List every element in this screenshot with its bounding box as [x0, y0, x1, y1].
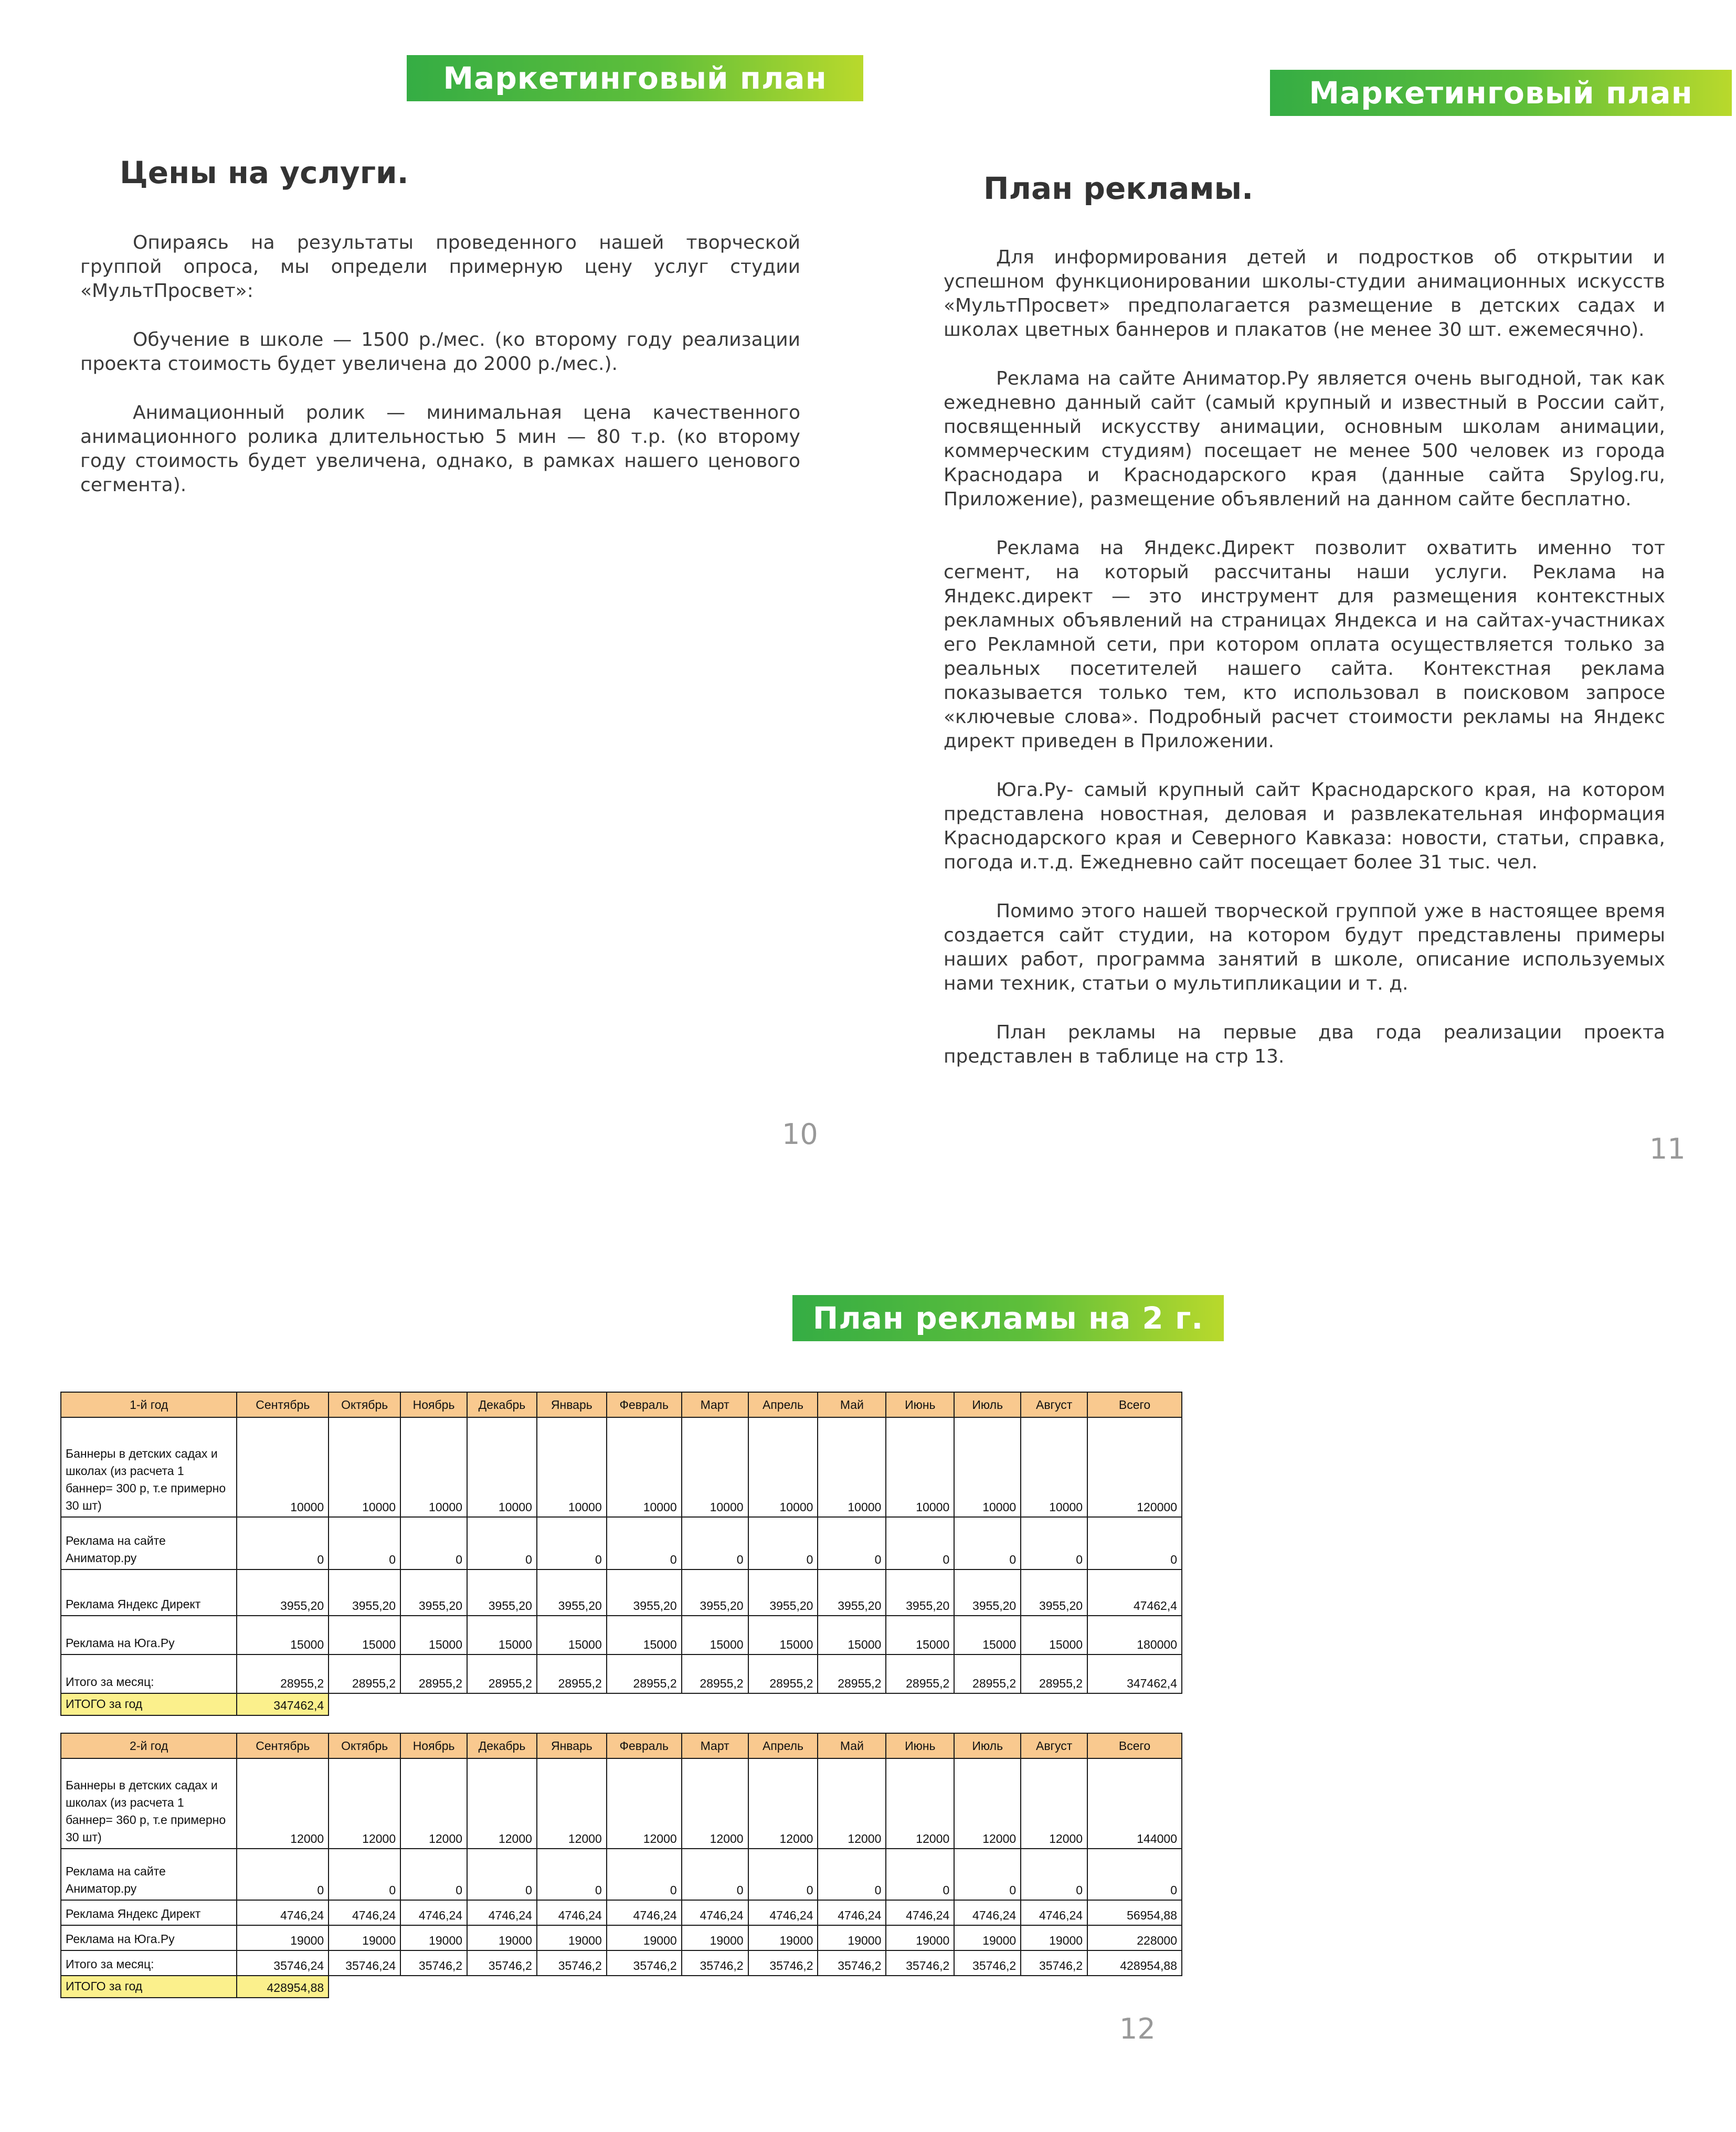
value-cell: 3955,20: [682, 1569, 748, 1616]
value-cell: 3955,20: [1021, 1569, 1087, 1616]
value-cell: 0: [954, 1517, 1021, 1569]
value-cell: 0: [954, 1849, 1021, 1900]
value-cell: 0: [537, 1517, 607, 1569]
header-cell: Декабрь: [467, 1733, 537, 1758]
value-cell: 0: [467, 1517, 537, 1569]
value-cell: 35746,2: [400, 1950, 467, 1976]
header-cell: Июнь: [886, 1392, 954, 1417]
value-cell: 0: [682, 1849, 748, 1900]
total-value: 347462,4: [237, 1693, 329, 1715]
value-cell: 35746,2: [818, 1950, 886, 1976]
value-cell: 15000: [329, 1616, 400, 1654]
value-cell: 28955,2: [748, 1654, 818, 1693]
value-cell: 28955,2: [537, 1654, 607, 1693]
value-cell: 35746,24: [237, 1950, 329, 1976]
value-cell: 0: [886, 1517, 954, 1569]
value-cell: 28955,2: [329, 1654, 400, 1693]
row-label: Реклама на сайте Аниматор.ру: [61, 1517, 237, 1569]
row-label: Реклама на Юга.Ру: [61, 1925, 237, 1950]
value-cell: 15000: [748, 1616, 818, 1654]
page11-paragraph: План рекламы на первые два года реализации проекта представлен в таблице на стр 13.: [944, 1022, 1665, 1067]
value-cell: 35746,2: [886, 1950, 954, 1976]
value-cell: 15000: [1021, 1616, 1087, 1654]
value-cell: 10000: [682, 1417, 748, 1517]
value-cell: 4746,24: [886, 1900, 954, 1925]
header-cell: Июль: [954, 1392, 1021, 1417]
table-row: [61, 1925, 1182, 1950]
value-cell: 28955,2: [400, 1654, 467, 1693]
value-cell: 10000: [607, 1417, 682, 1517]
row-label: Реклама на сайте Аниматор.ру: [61, 1849, 237, 1900]
value-cell: 4746,24: [682, 1900, 748, 1925]
table-header-row: [61, 1392, 1182, 1417]
header-cell: Сентябрь: [237, 1392, 329, 1417]
value-cell: 35746,2: [954, 1950, 1021, 1976]
value-cell: 19000: [237, 1925, 329, 1950]
value-cell: 35746,2: [682, 1950, 748, 1976]
value-cell: 28955,2: [682, 1654, 748, 1693]
value-cell: 12000: [467, 1758, 537, 1849]
ad-plan-year2-table: [60, 1733, 1182, 1998]
row-label: Реклама Яндекс Директ: [61, 1900, 237, 1925]
value-cell: 0: [1021, 1517, 1087, 1569]
header-cell: Апрель: [748, 1392, 818, 1417]
value-cell: 15000: [237, 1616, 329, 1654]
value-cell: 35746,2: [1021, 1950, 1087, 1976]
header-cell: Декабрь: [467, 1392, 537, 1417]
total-row: [61, 1693, 1182, 1715]
value-cell: 10000: [329, 1417, 400, 1517]
value-cell: 3955,20: [537, 1569, 607, 1616]
page11-paragraph: Реклама на сайте Аниматор.Ру является очень выгодной, так как ежедневно данный сайт (самый крупный и известный в России сайт, посвященный искусству анимации, основным школам анимации, коммерческим студиям) посещает не менее 500 человек из города Краснодара и Краснодарского края (данные сайта Spylog.ru, Приложение), размещение объявлений на данном сайте бесплатно.: [944, 368, 1665, 510]
value-cell: 56954,88: [1087, 1900, 1182, 1925]
value-cell: 10000: [954, 1417, 1021, 1517]
value-cell: 10000: [818, 1417, 886, 1517]
value-cell: 19000: [682, 1925, 748, 1950]
value-cell: 15000: [818, 1616, 886, 1654]
value-cell: 15000: [954, 1616, 1021, 1654]
row-label: Итого за месяц:: [61, 1950, 237, 1976]
value-cell: 35746,24: [329, 1950, 400, 1976]
value-cell: 3955,20: [400, 1569, 467, 1616]
value-cell: 0: [537, 1849, 607, 1900]
value-cell: 12000: [748, 1758, 818, 1849]
header-cell: Ноябрь: [400, 1733, 467, 1758]
value-cell: 0: [329, 1849, 400, 1900]
table-row: [61, 1569, 1182, 1616]
value-cell: 4746,24: [400, 1900, 467, 1925]
total-row: [61, 1976, 1182, 1998]
value-cell: 12000: [1021, 1758, 1087, 1849]
table-row: [61, 1417, 1182, 1517]
value-cell: 19000: [1021, 1925, 1087, 1950]
value-cell: 28955,2: [1021, 1654, 1087, 1693]
value-cell: 19000: [537, 1925, 607, 1950]
table-row: [61, 1616, 1182, 1654]
header-cell: Март: [682, 1733, 748, 1758]
value-cell: 4746,24: [237, 1900, 329, 1925]
value-cell: 12000: [607, 1758, 682, 1849]
value-cell: 15000: [886, 1616, 954, 1654]
value-cell: 0: [467, 1849, 537, 1900]
header-cell: Всего: [1087, 1733, 1182, 1758]
value-cell: 10000: [237, 1417, 329, 1517]
value-cell: 19000: [400, 1925, 467, 1950]
header-cell: Февраль: [607, 1733, 682, 1758]
value-cell: 4746,24: [537, 1900, 607, 1925]
value-cell: 0: [1021, 1849, 1087, 1900]
header-cell: Апрель: [748, 1733, 818, 1758]
value-cell: 180000: [1087, 1616, 1182, 1654]
value-cell: 228000: [1087, 1925, 1182, 1950]
value-cell: 19000: [954, 1925, 1021, 1950]
header-cell: 1-й год: [61, 1392, 237, 1417]
page10-paragraph: Опираясь на результаты проведенного нашей творческой группой опроса, мы определи примерную цену услуг студии «МультПросвет»:: [80, 232, 800, 302]
value-cell: 15000: [682, 1616, 748, 1654]
header-cell: Март: [682, 1392, 748, 1417]
table-row: [61, 1950, 1182, 1976]
value-cell: 15000: [607, 1616, 682, 1654]
value-cell: 28955,2: [886, 1654, 954, 1693]
value-cell: 4746,24: [607, 1900, 682, 1925]
value-cell: 10000: [537, 1417, 607, 1517]
value-cell: 12000: [537, 1758, 607, 1849]
page11-heading: План рекламы.: [983, 171, 1254, 206]
total-value: 428954,88: [237, 1976, 329, 1998]
value-cell: 10000: [467, 1417, 537, 1517]
value-cell: 4746,24: [818, 1900, 886, 1925]
value-cell: 428954,88: [1087, 1950, 1182, 1976]
page12-banner: План рекламы на 2 г.: [792, 1295, 1224, 1341]
header-cell: Октябрь: [329, 1733, 400, 1758]
value-cell: 12000: [682, 1758, 748, 1849]
total-label: ИТОГО за год: [61, 1693, 237, 1715]
value-cell: 35746,2: [748, 1950, 818, 1976]
page11-paragraph: Юга.Ру- самый крупный сайт Краснодарского края, на котором представлена новостная, деловая и развлекательная информация Краснодарского края и Северного Кавказа: новости, статьи, справка, погода и.т.д. Ежедневно сайт посещает более 31 тыс. чел.: [944, 779, 1665, 873]
value-cell: 4746,24: [329, 1900, 400, 1925]
header-cell: Всего: [1087, 1392, 1182, 1417]
page10-body: [80, 231, 800, 522]
value-cell: 47462,4: [1087, 1569, 1182, 1616]
value-cell: 15000: [467, 1616, 537, 1654]
value-cell: 120000: [1087, 1417, 1182, 1517]
header-cell: 2-й год: [61, 1733, 237, 1758]
table-row: [61, 1517, 1182, 1569]
value-cell: 4746,24: [748, 1900, 818, 1925]
ad-plan-year1-table: [60, 1392, 1182, 1716]
table-row: [61, 1654, 1182, 1693]
value-cell: 0: [400, 1517, 467, 1569]
value-cell: 0: [237, 1517, 329, 1569]
value-cell: 35746,2: [607, 1950, 682, 1976]
value-cell: 0: [329, 1517, 400, 1569]
value-cell: 0: [607, 1517, 682, 1569]
value-cell: 28955,2: [954, 1654, 1021, 1693]
value-cell: 15000: [400, 1616, 467, 1654]
value-cell: 19000: [818, 1925, 886, 1950]
value-cell: 19000: [467, 1925, 537, 1950]
value-cell: 0: [748, 1517, 818, 1569]
value-cell: 28955,2: [607, 1654, 682, 1693]
row-label: Реклама на Юга.Ру: [61, 1616, 237, 1654]
value-cell: 12000: [954, 1758, 1021, 1849]
value-cell: 12000: [329, 1758, 400, 1849]
value-cell: 144000: [1087, 1758, 1182, 1849]
value-cell: 12000: [400, 1758, 467, 1849]
value-cell: 3955,20: [954, 1569, 1021, 1616]
value-cell: 0: [886, 1849, 954, 1900]
value-cell: 4746,24: [954, 1900, 1021, 1925]
header-cell: Ноябрь: [400, 1392, 467, 1417]
header-cell: Январь: [537, 1733, 607, 1758]
value-cell: 3955,20: [818, 1569, 886, 1616]
value-cell: 3955,20: [748, 1569, 818, 1616]
header-cell: Февраль: [607, 1392, 682, 1417]
value-cell: 28955,2: [467, 1654, 537, 1693]
total-label: ИТОГО за год: [61, 1976, 237, 1998]
value-cell: 10000: [400, 1417, 467, 1517]
table-header-row: [61, 1733, 1182, 1758]
page10-banner: Маркетинговый план: [407, 55, 863, 101]
value-cell: 3955,20: [329, 1569, 400, 1616]
value-cell: 0: [400, 1849, 467, 1900]
page10-heading: Цены на услуги.: [120, 155, 409, 190]
page10-number: 10: [782, 1118, 818, 1151]
page11-paragraph: Помимо этого нашей творческой группой уже в настоящее время создается сайт студии, на котором будут представлены примеры наших работ, программа занятий в школе, описание используемых нами техник, статьи о мультипликации и т. д.: [944, 900, 1665, 994]
value-cell: 12000: [237, 1758, 329, 1849]
value-cell: 10000: [748, 1417, 818, 1517]
value-cell: 35746,2: [537, 1950, 607, 1976]
value-cell: 3955,20: [467, 1569, 537, 1616]
value-cell: 19000: [886, 1925, 954, 1950]
page11-body: [944, 246, 1665, 1094]
table-row: [61, 1900, 1182, 1925]
value-cell: 28955,2: [818, 1654, 886, 1693]
table-row: [61, 1849, 1182, 1900]
header-cell: Июнь: [886, 1733, 954, 1758]
header-cell: Май: [818, 1733, 886, 1758]
value-cell: 4746,24: [1021, 1900, 1087, 1925]
value-cell: 10000: [1021, 1417, 1087, 1517]
value-cell: 10000: [886, 1417, 954, 1517]
row-label: Реклама Яндекс Директ: [61, 1569, 237, 1616]
value-cell: 0: [818, 1849, 886, 1900]
row-label: Баннеры в детских садах и школах (из расчета 1 баннер= 360 р, т.е примерно 30 шт): [61, 1758, 237, 1849]
value-cell: 12000: [818, 1758, 886, 1849]
value-cell: 0: [237, 1849, 329, 1900]
page11-number: 11: [1649, 1132, 1686, 1165]
table-row: [61, 1758, 1182, 1849]
value-cell: 0: [682, 1517, 748, 1569]
header-cell: Август: [1021, 1733, 1087, 1758]
value-cell: 15000: [537, 1616, 607, 1654]
header-cell: Август: [1021, 1392, 1087, 1417]
value-cell: 4746,24: [467, 1900, 537, 1925]
value-cell: 3955,20: [886, 1569, 954, 1616]
row-label: Итого за месяц:: [61, 1654, 237, 1693]
value-cell: 19000: [607, 1925, 682, 1950]
page12-number: 12: [1119, 2012, 1156, 2045]
page11-paragraph: Реклама на Яндекс.Директ позволит охватить именно тот сегмент, на который рассчитаны наши услуги. Реклама на Яндекс.директ — это инструмент для размещения контекстных рекламных объявлений на страницах Яндекса и на сайтах-участниках его Рекламной сети, при котором оплата осуществляется только за реальных посетителей нашего сайта. Контекстная реклама показывается только тем, кто использовал в поисковом запросе «ключевые слова». Подробный расчет стоимости рекламы на Яндекс директ приведен в Приложении.: [944, 537, 1665, 752]
value-cell: 19000: [748, 1925, 818, 1950]
value-cell: 0: [607, 1849, 682, 1900]
value-cell: 0: [818, 1517, 886, 1569]
header-cell: Октябрь: [329, 1392, 400, 1417]
page10-paragraph: Анимационный ролик — минимальная цена качественного анимационного ролика длительностью 5 мин — 80 т.р. (ко второму году стоимость будет увеличена, однако, в рамках нашего ценового сегмента).: [80, 402, 800, 496]
header-cell: Январь: [537, 1392, 607, 1417]
page11-banner: Маркетинговый план: [1270, 70, 1732, 116]
header-cell: Май: [818, 1392, 886, 1417]
value-cell: 12000: [886, 1758, 954, 1849]
value-cell: 347462,4: [1087, 1654, 1182, 1693]
value-cell: 0: [1087, 1849, 1182, 1900]
page11-paragraph: Для информирования детей и подростков об открытии и успешном функционировании школы-студии анимационных искусств «МультПросвет» предполагается размещение в детских садах и школах цветных баннеров и плакатов (не менее 30 шт. ежемесячно).: [944, 247, 1665, 341]
value-cell: 3955,20: [237, 1569, 329, 1616]
value-cell: 19000: [329, 1925, 400, 1950]
header-cell: Июль: [954, 1733, 1021, 1758]
value-cell: 0: [748, 1849, 818, 1900]
row-label: Баннеры в детских садах и школах (из расчета 1 баннер= 300 р, т.е примерно 30 шт): [61, 1417, 237, 1517]
header-cell: Сентябрь: [237, 1733, 329, 1758]
value-cell: 28955,2: [237, 1654, 329, 1693]
page10-paragraph: Обучение в школе — 1500 р./мес. (ко второму году реализации проекта стоимость будет увеличена до 2000 р./мес.).: [80, 329, 800, 375]
value-cell: 0: [1087, 1517, 1182, 1569]
value-cell: 3955,20: [607, 1569, 682, 1616]
value-cell: 35746,2: [467, 1950, 537, 1976]
